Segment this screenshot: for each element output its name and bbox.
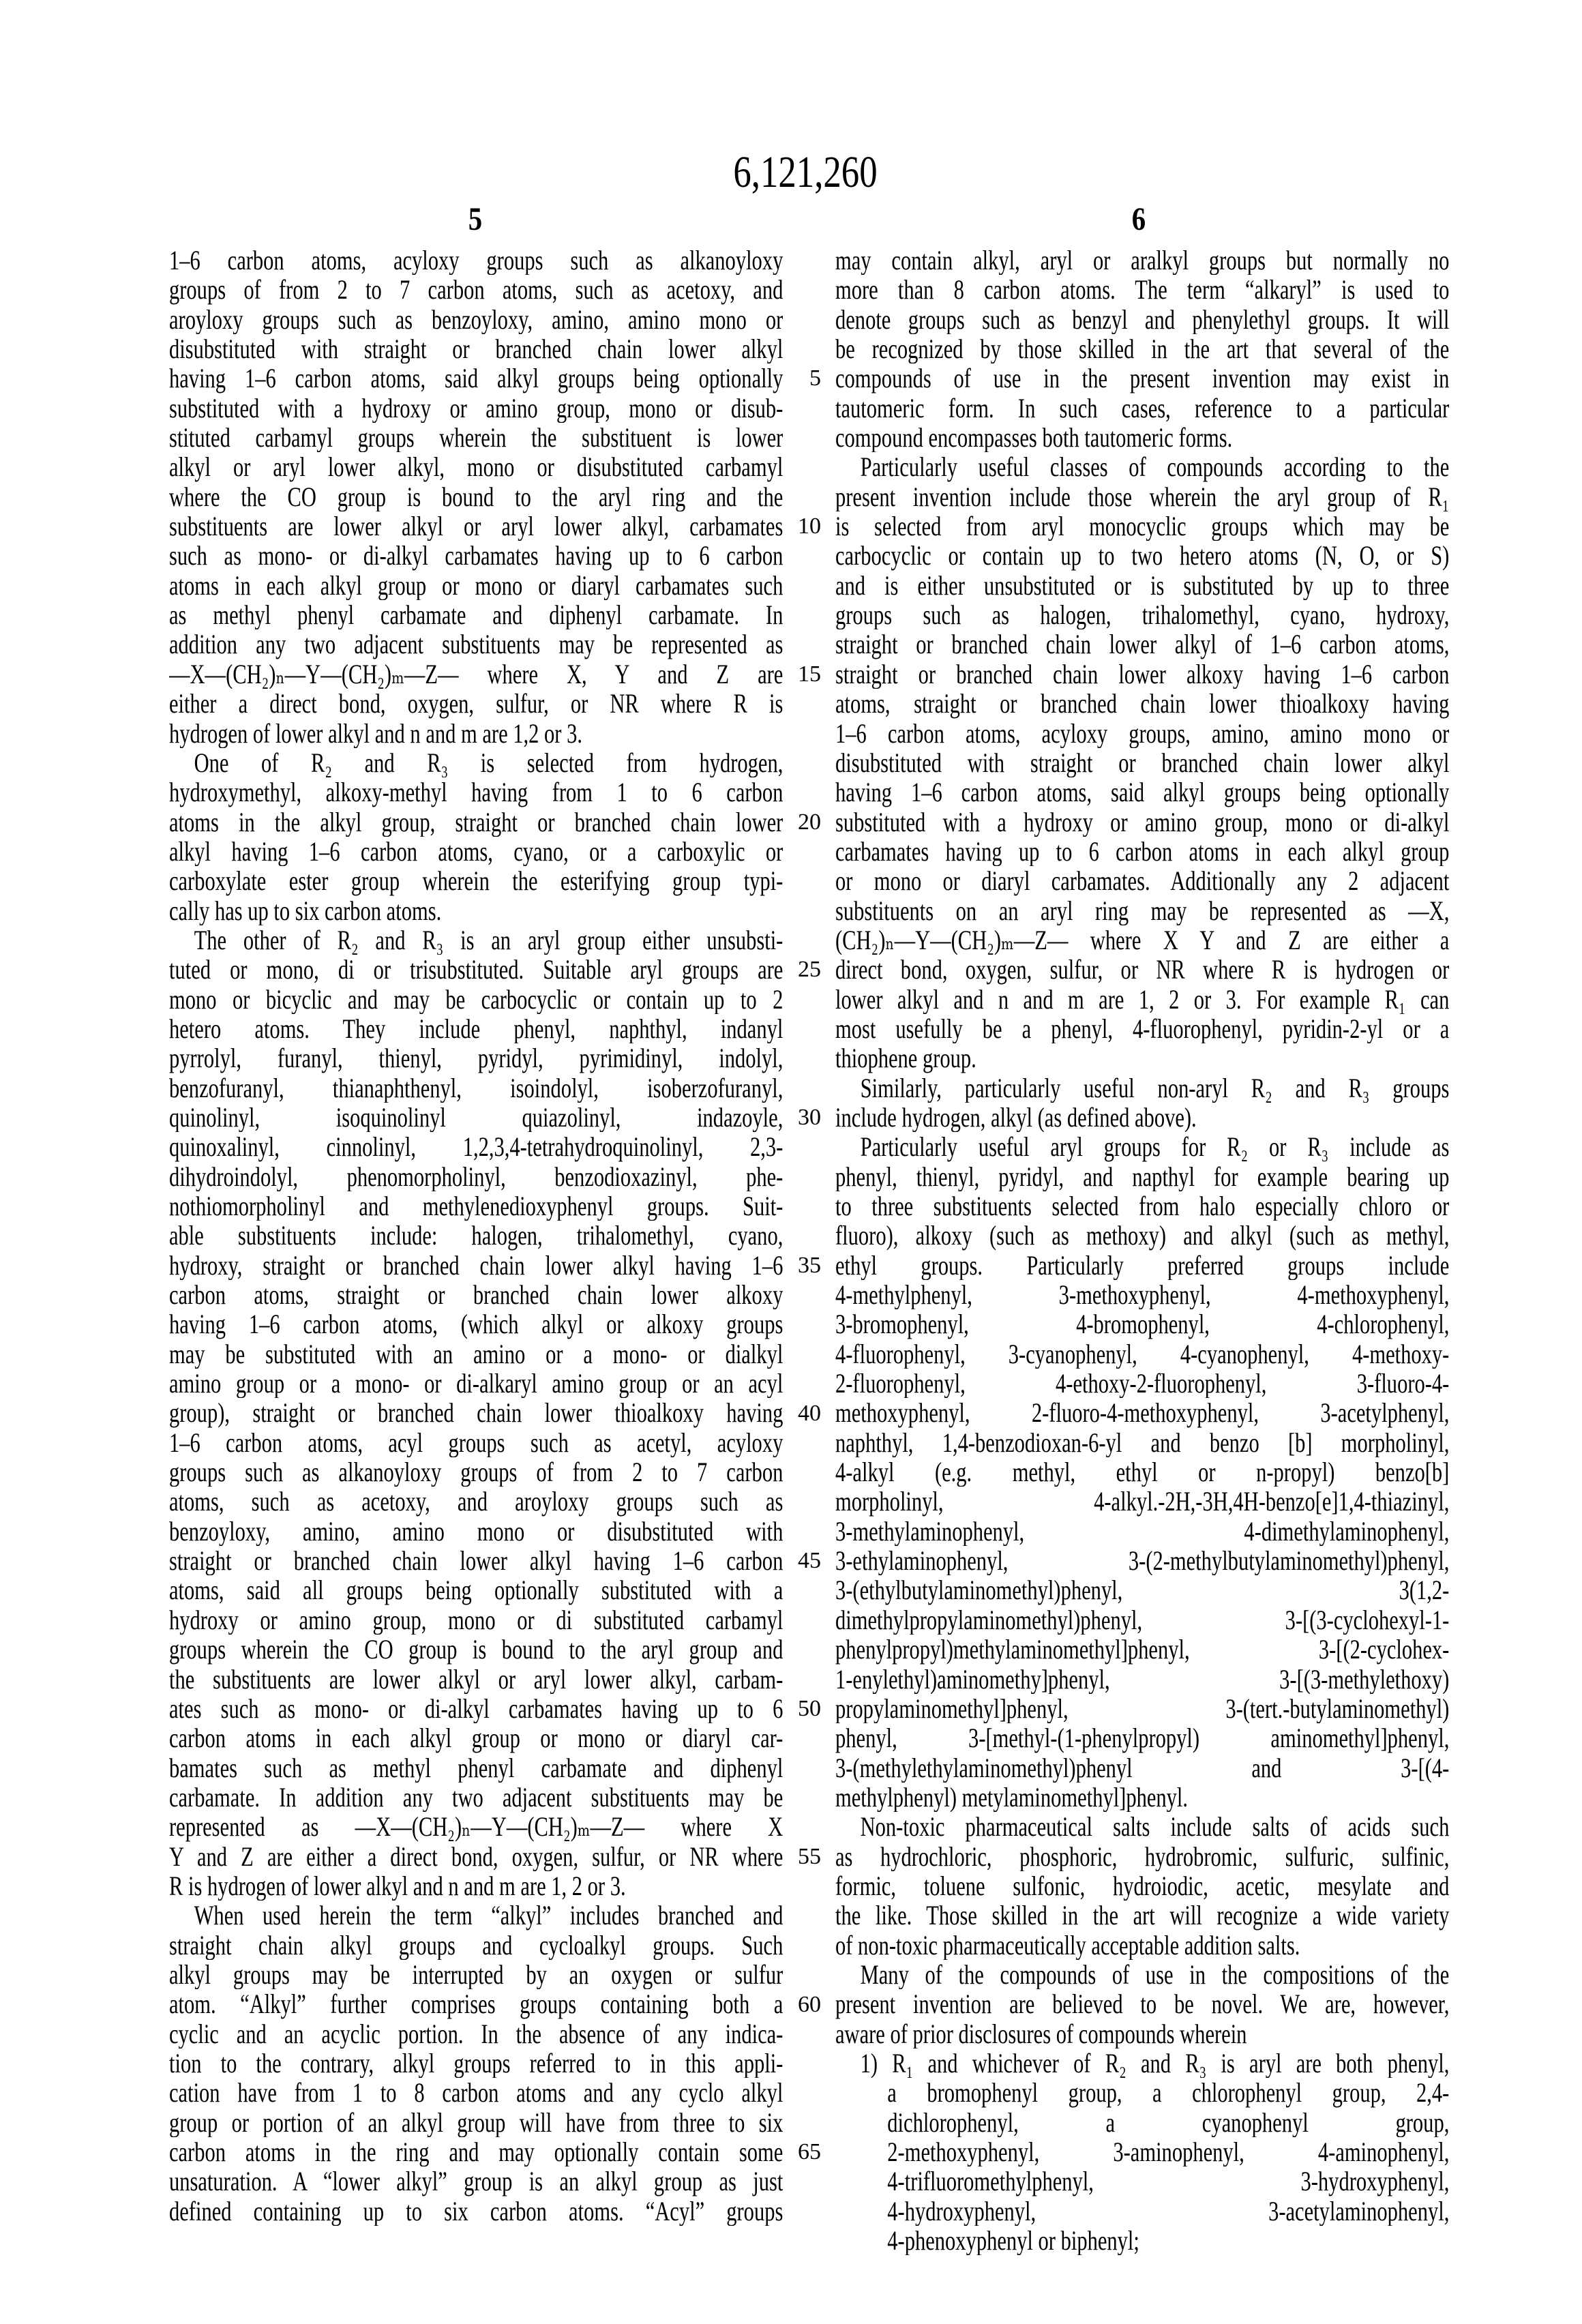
line-number: 55 <box>798 1843 821 1869</box>
text-line: hetero atoms. They include phenyl, naphthyl, indanyl <box>169 1013 783 1044</box>
text-line: able substituents include: halogen, trihalomethyl, cyano, <box>169 1221 783 1251</box>
line-number: 65 <box>798 2139 821 2165</box>
column-left-lines <box>169 245 783 2226</box>
text-line: Many of the compounds of use in the compositions of the <box>860 1959 1450 1990</box>
text-line: dihydroindolyl, phenomorpholinyl, benzodioxazinyl, phe- <box>169 1161 783 1191</box>
text-line: Non-toxic pharmaceutical salts include salts of acids such <box>860 1812 1450 1842</box>
text-line: Similarly, particularly useful non-aryl R₂ and R₃ groups <box>860 1073 1450 1103</box>
text-line: compounds of use in the present invention may exist in <box>835 363 1450 393</box>
text-line: alkyl groups may be interrupted by an oxygen or sulfur <box>169 1959 783 1990</box>
text-line: cally has up to six carbon atoms. <box>169 895 442 925</box>
line-number: 40 <box>798 1400 821 1426</box>
text-line: as methyl phenyl carbamate and diphenyl carbamate. In <box>169 600 783 630</box>
text-line: 3-bromophenyl, 4-bromophenyl, 4-chlorophenyl, <box>835 1309 1450 1339</box>
text-line: unsaturation. A “lower alkyl” group is an alkyl group as just <box>169 2166 783 2196</box>
line-number: 60 <box>798 1991 821 2017</box>
text-line: dichlorophenyl, a cyanophenyl group, <box>887 2107 1450 2137</box>
text-line: quinoxalinyl, cinnolinyl, 1,2,3,4-tetrahydroquinolinyl, 2,3- <box>169 1132 783 1162</box>
text-line: phenyl, thienyl, pyridyl, and napthyl for example bearing up <box>835 1161 1450 1191</box>
text-line: where the CO group is bound to the aryl ring and the <box>169 481 783 512</box>
text-line: carbocyclic or contain up to two hetero atoms (N, O, or S) <box>835 541 1450 571</box>
text-line: substituents on an aryl ring may be represented as —X, <box>835 895 1450 925</box>
text-line: 1–6 carbon atoms, acyloxy groups, amino, amino mono or <box>835 718 1450 748</box>
text-line: straight or branched chain lower alkyl having 1–6 carbon <box>169 1546 783 1576</box>
text-line: amino group or a mono- or di-alkaryl amino group or an acyl <box>169 1369 783 1399</box>
text-line: tuted or mono, di or trisubstituted. Suitable aryl groups are <box>169 955 783 985</box>
column-right-lines <box>835 245 1449 2255</box>
text-line: tion to the contrary, alkyl groups referred to in this appli- <box>169 2048 783 2079</box>
text-line: either a direct bond, oxygen, sulfur, or NR where R is <box>169 689 783 719</box>
text-line: groups such as alkanoyloxy groups of from 2 to 7 carbon <box>169 1457 783 1487</box>
text-line: defined containing up to six carbon atoms. “Acyl” groups <box>169 2196 783 2226</box>
text-line: tautomeric form. In such cases, reference to a particular <box>835 393 1450 423</box>
line-number: 15 <box>798 661 821 687</box>
text-line: 4-fluorophenyl, 3-cyanophenyl, 4-cyanophenyl, 4-methoxy- <box>835 1339 1450 1369</box>
text-line: denote groups such as benzyl and phenylethyl groups. It will <box>835 304 1450 335</box>
patent-number: 6,121,260 <box>733 147 878 197</box>
text-line: 2-methoxyphenyl, 3-aminophenyl, 4-aminophenyl, <box>887 2137 1450 2167</box>
text-line: R is hydrogen of lower alkyl and n and m are 1, 2 or 3. <box>169 1871 626 1901</box>
text-line: atoms in each alkyl group or mono or diaryl carbamates such <box>169 570 783 601</box>
text-line: alkyl having 1–6 carbon atoms, cyano, or a carboxylic or <box>169 836 783 867</box>
text-line: 3-ethylaminophenyl, 3-(2-methylbutylaminomethyl)phenyl, <box>835 1546 1450 1576</box>
text-line: alkyl or aryl lower alkyl, mono or disubstituted carbamyl <box>169 452 783 482</box>
text-line: 4-trifluoromethylphenyl, 3-hydroxyphenyl, <box>887 2166 1450 2196</box>
text-line: group), straight or branched chain lower thioalkoxy having <box>169 1398 783 1428</box>
text-line: or mono or diaryl carbamates. Additionally any 2 adjacent <box>835 866 1450 896</box>
column-number-right: 6 <box>1131 201 1146 237</box>
line-number: 20 <box>798 809 821 835</box>
text-line: quinolinyl, isoquinolinyl quiazolinyl, indazoyle, <box>169 1102 783 1133</box>
text-line: substituents are lower alkyl or aryl lower alkyl, carbamates <box>169 511 783 541</box>
text-line: benzofuranyl, thianaphthenyl, isoindolyl, isoberzofuranyl, <box>169 1073 783 1103</box>
column-right <box>835 245 1582 2255</box>
text-line: atoms in the alkyl group, straight or branched chain lower <box>169 807 783 837</box>
line-number: 35 <box>798 1252 821 1278</box>
text-line: lower alkyl and n and m are 1, 2 or 3. For example R₁ can <box>835 984 1450 1014</box>
text-line: more than 8 carbon atoms. The term “alkaryl” is used to <box>835 275 1450 305</box>
text-line: substituted with a hydroxy or amino group, mono or disub- <box>169 393 783 423</box>
text-line: atoms, such as acetoxy, and aroyloxy groups such as <box>169 1487 783 1517</box>
text-line: 3-(methylethylaminomethyl)phenyl and 3-[(4- <box>835 1753 1450 1783</box>
text-line: addition any two adjacent substituents may be represented as <box>169 629 783 659</box>
text-line: group or portion of an alkyl group will have from three to six <box>169 2107 783 2137</box>
text-line: 1–6 carbon atoms, acyl groups such as acetyl, acyloxy <box>169 1427 783 1458</box>
text-line: groups wherein the CO group is bound to the aryl group and <box>169 1635 783 1665</box>
text-line: to three substituents selected from halo especially chloro or <box>835 1191 1450 1221</box>
text-line: Particularly useful aryl groups for R₂ or R₃ include as <box>860 1132 1450 1162</box>
text-line: substituted with a hydroxy or amino group, mono or di-alkyl <box>835 807 1450 837</box>
text-line: carbon atoms in each alkyl group or mono or diaryl car- <box>169 1723 783 1753</box>
text-line: present invention include those wherein the aryl group of R₁ <box>835 481 1450 512</box>
text-line: The other of R₂ and R₃ is an aryl group either unsubsti- <box>194 925 783 955</box>
text-line: Y and Z are either a direct bond, oxygen, sulfur, or NR where <box>169 1841 783 1871</box>
text-line: mono or bicyclic and may be carbocyclic or contain up to 2 <box>169 984 783 1014</box>
text-line: as hydrochloric, phosphoric, hydrobromic, sulfuric, sulfinic, <box>835 1841 1450 1871</box>
text-line: dimethylpropylaminomethyl)phenyl, 3-[(3-cyclohexyl-1- <box>835 1605 1450 1635</box>
text-line: and is either unsubstituted or is substituted by up to three <box>835 570 1450 601</box>
text-line: 1–6 carbon atoms, acyloxy groups such as alkanoyloxy <box>169 245 783 275</box>
text-line: carboxylate ester group wherein the esterifying group typi- <box>169 866 783 896</box>
text-line: 3-(ethylbutylaminomethyl)phenyl, 3(1,2- <box>835 1575 1450 1605</box>
text-line: —X—(CH₂)ₙ—Y—(CH₂)ₘ—Z— where X, Y and Z are <box>169 659 783 689</box>
text-line: may contain alkyl, aryl or aralkyl groups but normally no <box>835 245 1450 275</box>
text-line: phenyl, 3-[methyl-(1-phenylpropyl) aminomethyl]phenyl, <box>835 1723 1450 1753</box>
text-line: carbon atoms in the ring and may optionally contain some <box>169 2137 783 2167</box>
text-line: having 1–6 carbon atoms, said alkyl groups being optionally <box>169 363 783 393</box>
text-line: 4-methylphenyl, 3-methoxyphenyl, 4-methoxyphenyl, <box>835 1280 1450 1310</box>
text-line: When used herein the term “alkyl” includes branched and <box>194 1901 783 1931</box>
text-line: 3-methylaminophenyl, 4-dimethylaminophenyl, <box>835 1516 1450 1547</box>
line-number: 45 <box>798 1548 821 1574</box>
text-line: benzoyloxy, amino, amino mono or disubstituted with <box>169 1516 783 1547</box>
text-line: direct bond, oxygen, sulfur, or NR where R is hydrogen or <box>835 955 1450 985</box>
text-line: Particularly useful classes of compounds according to the <box>860 452 1450 482</box>
text-line: straight or branched chain lower alkyl of 1–6 carbon atoms, <box>835 629 1450 659</box>
text-line: carbon atoms, straight or branched chain lower alkoxy <box>169 1280 783 1310</box>
text-line: hydroxymethyl, alkoxy-methyl having from 1 to 6 carbon <box>169 777 783 807</box>
text-line: such as mono- or di-alkyl carbamates having up to 6 carbon <box>169 541 783 571</box>
text-line: is selected from aryl monocyclic groups which may be <box>835 511 1450 541</box>
line-number: 30 <box>798 1105 821 1131</box>
text-line: thiophene group. <box>835 1043 976 1073</box>
text-line: hydroxy, straight or branched chain lower alkyl having 1–6 <box>169 1250 783 1281</box>
text-line: a bromophenyl group, a chlorophenyl group, 2,4- <box>887 2078 1450 2108</box>
text-line: include hydrogen, alkyl (as defined above). <box>835 1102 1197 1133</box>
text-line: 2-fluorophenyl, 4-ethoxy-2-fluorophenyl, 3-fluoro-4- <box>835 1369 1450 1399</box>
text-line: 1-enylethyl)aminomethy]phenyl, 3-[(3-methylethoxy) <box>835 1664 1450 1694</box>
text-line: compound encompasses both tautomeric forms. <box>835 423 1233 453</box>
text-line: hydroxy or amino group, mono or di substituted carbamyl <box>169 1605 783 1635</box>
text-line: disubstituted with straight or branched chain lower alkyl <box>169 334 783 364</box>
text-line: having 1–6 carbon atoms, said alkyl groups being optionally <box>835 777 1450 807</box>
text-line: be recognized by those skilled in the art that several of the <box>835 334 1450 364</box>
text-line: carbamates having up to 6 carbon atoms in each alkyl group <box>835 836 1450 867</box>
text-line: 4-phenoxyphenyl or biphenyl; <box>887 2226 1139 2256</box>
column-number-left: 5 <box>468 201 483 237</box>
text-line: phenylpropyl)methylaminomethyl]phenyl, 3-[(2-cyclohex- <box>835 1635 1450 1665</box>
text-line: having 1–6 carbon atoms, (which alkyl or alkoxy groups <box>169 1309 783 1339</box>
text-line: of non-toxic pharmaceutically acceptable addition salts. <box>835 1930 1300 1960</box>
text-line: bamates such as methyl phenyl carbamate and diphenyl <box>169 1753 783 1783</box>
text-line: the like. Those skilled in the art will recognize a wide variety <box>835 1901 1450 1931</box>
text-line: stituted carbamyl groups wherein the substituent is lower <box>169 423 783 453</box>
text-line: atom. “Alkyl” further comprises groups containing both a <box>169 1989 783 2019</box>
text-line: hydrogen of lower alkyl and n and m are 1,2 or 3. <box>169 718 582 748</box>
text-line: One of R₂ and R₃ is selected from hydrogen, <box>194 747 783 778</box>
text-line: cyclic and an acyclic portion. In the absence of any indica- <box>169 2018 783 2049</box>
text-line: methylphenyl) metylaminomethyl]phenyl. <box>835 1782 1189 1813</box>
text-line: straight chain alkyl groups and cycloalkyl groups. Such <box>169 1930 783 1960</box>
text-line: ethyl groups. Particularly preferred groups include <box>835 1250 1450 1281</box>
text-line: straight or branched chain lower alkoxy having 1–6 carbon <box>835 659 1450 689</box>
text-line: formic, toluene sulfonic, hydroiodic, acetic, mesylate and <box>835 1871 1450 1901</box>
text-line: 4-hydroxyphenyl, 3-acetylaminophenyl, <box>887 2196 1450 2226</box>
text-line: disubstituted with straight or branched chain lower alkyl <box>835 747 1450 778</box>
text-line: nothiomorpholinyl and methylenedioxyphenyl groups. Suit- <box>169 1191 783 1221</box>
text-line: (CH₂)ₙ—Y—(CH₂)ₘ—Z— where X Y and Z are either a <box>835 925 1450 955</box>
text-line: aware of prior disclosures of compounds wherein <box>835 2018 1247 2049</box>
text-line: naphthyl, 1,4-benzodioxan-6-yl and benzo [b] morpholinyl, <box>835 1427 1450 1458</box>
text-line: 1) R₁ and whichever of R₂ and R₃ is aryl are both phenyl, <box>860 2048 1450 2079</box>
text-line: 4-alkyl (e.g. methyl, ethyl or n-propyl) benzo[b] <box>835 1457 1450 1487</box>
line-number: 10 <box>798 513 821 539</box>
line-number: 5 <box>809 366 821 391</box>
line-number: 50 <box>798 1696 821 1722</box>
text-line: atoms, straight or branched chain lower thioalkoxy having <box>835 689 1450 719</box>
text-line: present invention are believed to be novel. We are, however, <box>835 1989 1450 2019</box>
text-line: may be substituted with an amino or a mono- or dialkyl <box>169 1339 783 1369</box>
text-line: aroyloxy groups such as benzoyloxy, amino, amino mono or <box>169 304 783 335</box>
text-line: morpholinyl, 4-alkyl.-2H,-3H,4H-benzo[e]1,4-thiazinyl, <box>835 1487 1450 1517</box>
text-line: fluoro), alkoxy (such as methoxy) and alkyl (such as methyl, <box>835 1221 1450 1251</box>
text-line: represented as —X—(CH₂)ₙ—Y—(CH₂)ₘ—Z— where X <box>169 1812 783 1842</box>
text-line: carbamate. In addition any two adjacent substituents may be <box>169 1782 783 1813</box>
text-line: groups of from 2 to 7 carbon atoms, such as acetoxy, and <box>169 275 783 305</box>
text-line: atoms, said all groups being optionally substituted with a <box>169 1575 783 1605</box>
text-line: propylaminomethyl]phenyl, 3-(tert.-butylaminomethyl) <box>835 1693 1450 1724</box>
text-line: methoxyphenyl, 2-fluoro-4-methoxyphenyl, 3-acetylphenyl, <box>835 1398 1450 1428</box>
text-line: the substituents are lower alkyl or aryl lower alkyl, carbam- <box>169 1664 783 1694</box>
text-line: groups such as halogen, trihalomethyl, cyano, hydroxy, <box>835 600 1450 630</box>
text-line: pyrrolyl, furanyl, thienyl, pyridyl, pyrimidinyl, indolyl, <box>169 1043 783 1073</box>
line-number: 25 <box>798 957 821 983</box>
text-line: most usefully be a phenyl, 4-fluorophenyl, pyridin-2-yl or a <box>835 1013 1450 1044</box>
text-line: ates such as mono- or di-alkyl carbamates having up to 6 <box>169 1693 783 1724</box>
text-line: cation have from 1 to 8 carbon atoms and any cyclo alkyl <box>169 2078 783 2108</box>
